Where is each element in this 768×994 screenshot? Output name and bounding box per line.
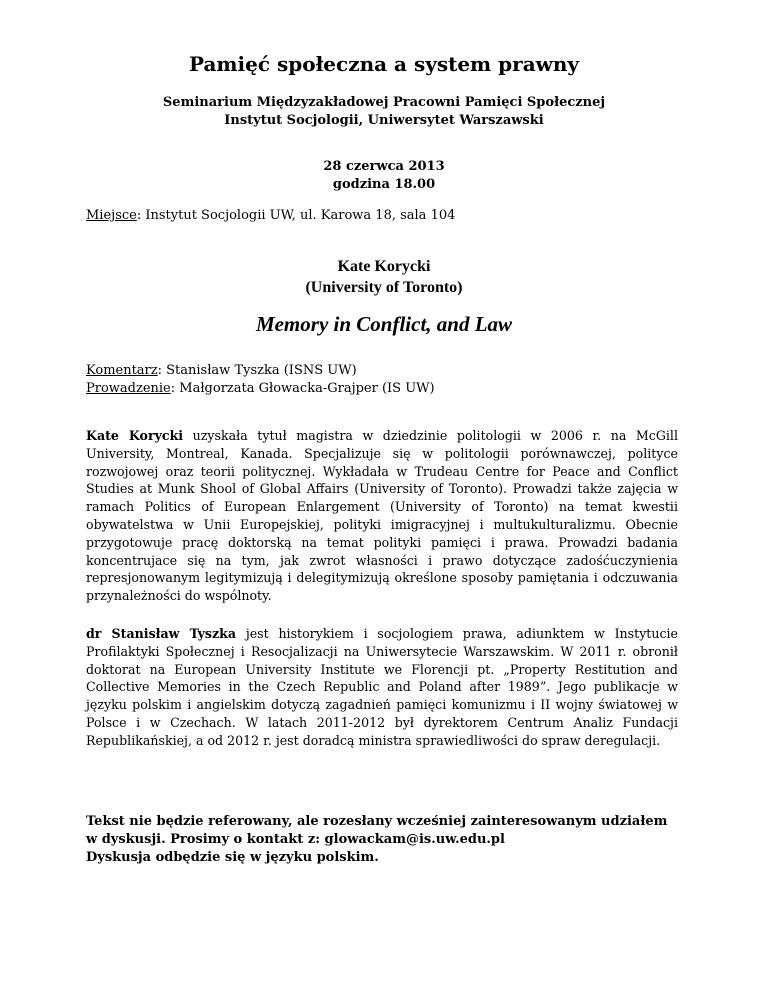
event-time: godzina 18.00 — [332, 177, 436, 192]
page-title: Pamięć społeczna a system prawny — [188, 52, 580, 76]
bio-korycki-name: Kate Korycki — [86, 428, 184, 443]
comment-label: Komentarz — [86, 363, 158, 378]
venue-label: Miejsce — [86, 208, 137, 223]
event-date: 28 czerwca 2013 — [323, 159, 445, 174]
institute-name: Instytut Socjologii, Uniwersytet Warszawski — [224, 113, 544, 128]
speaker-name: Kate Korycki — [337, 258, 431, 275]
bio-korycki — [86, 427, 678, 605]
venue-line — [86, 207, 455, 225]
comment-line — [86, 362, 435, 380]
bio-tyszka — [86, 625, 678, 750]
chair-label: Prowadzenie — [86, 381, 171, 396]
notice-block — [86, 813, 686, 867]
seminar-info — [0, 94, 768, 130]
event-datetime — [0, 158, 768, 194]
notice-line-2: w dyskusji. Prosimy o kontakt z: glowackam@is.uw.edu.pl — [86, 832, 505, 847]
bio-tyszka-name: dr Stanisław Tyszka — [86, 626, 237, 641]
speaker-block — [0, 256, 768, 298]
roles-block — [86, 362, 435, 398]
speaker-affiliation: (University of Toronto) — [305, 279, 463, 296]
talk-title: Memory in Conflict, and Law — [255, 312, 513, 336]
chair-value: : Małgorzata Głowacka-Grajper (IS UW) — [170, 381, 435, 396]
notice-line-3: Dyskusja odbędzie się w języku polskim. — [86, 850, 379, 865]
bio-tyszka-text: jest historykiem i socjologiem prawa, adiunktem w Instytucie Profilaktyki Społecznej i Resocjalizacji na Uniwersytecie Warszawskim. W 2011 r. obronił doktorat na European University Institute we Florencji pt. „Property Restitution and Collective Memories in the Czech Republic and Poland after 1989”. Jego publikacje w języku polskim i angielskim dotyczą zagadnień pamięci komunizmu i II wojny światowej w Polsce i w Czechach. W latach 2011-2012 był dyrektorem Centrum Analiz Fundacji Republikańskiej, a od 2012 r. jest doradcą ministra sprawiedliwości do spraw deregulacji. — [86, 626, 679, 748]
venue-value: : Instytut Socjologii UW, ul. Karowa 18, sala 104 — [136, 208, 456, 223]
chair-line — [86, 380, 435, 398]
comment-value: : Stanisław Tyszka (ISNS UW) — [157, 363, 357, 378]
notice-line-1: Tekst nie będzie referowany, ale rozesłany wcześniej zainteresowanym udziałem — [86, 814, 668, 829]
seminar-name: Seminarium Międzyzakładowej Pracowni Pamięci Społecznej — [162, 95, 606, 110]
bio-korycki-text: uzyskała tytuł magistra w dziedzinie politologii w 2006 r. na McGill University, Montreal, Kanada. Specjalizuje się w politologii porównawczej, polityce rozwojowej oraz teorii politycznej. Wykładała w Trudeau Centre for Peace and Conflict Studies at Munk Shool of Global Affairs (University of Toronto). Prowadzi także zajęcia w ramach Politics of European Enlargement (University of Toronto) na temat kwestii obywatelstwa w Unii Europejskiej, polityki imigracyjnej i multukulturalizmu. Obecnie przygotowuje pracę doktorską na temat polityki pamięci i prawa. Prowadzi badania koncentrujace się na tym, jak zwrot własności i prawo dotyczące zadośćuczynienia represjonowanym legitymizują i delegitymizują określone sposoby pamiętania i odczuwania przynależności do wspólnoty. — [86, 428, 678, 604]
